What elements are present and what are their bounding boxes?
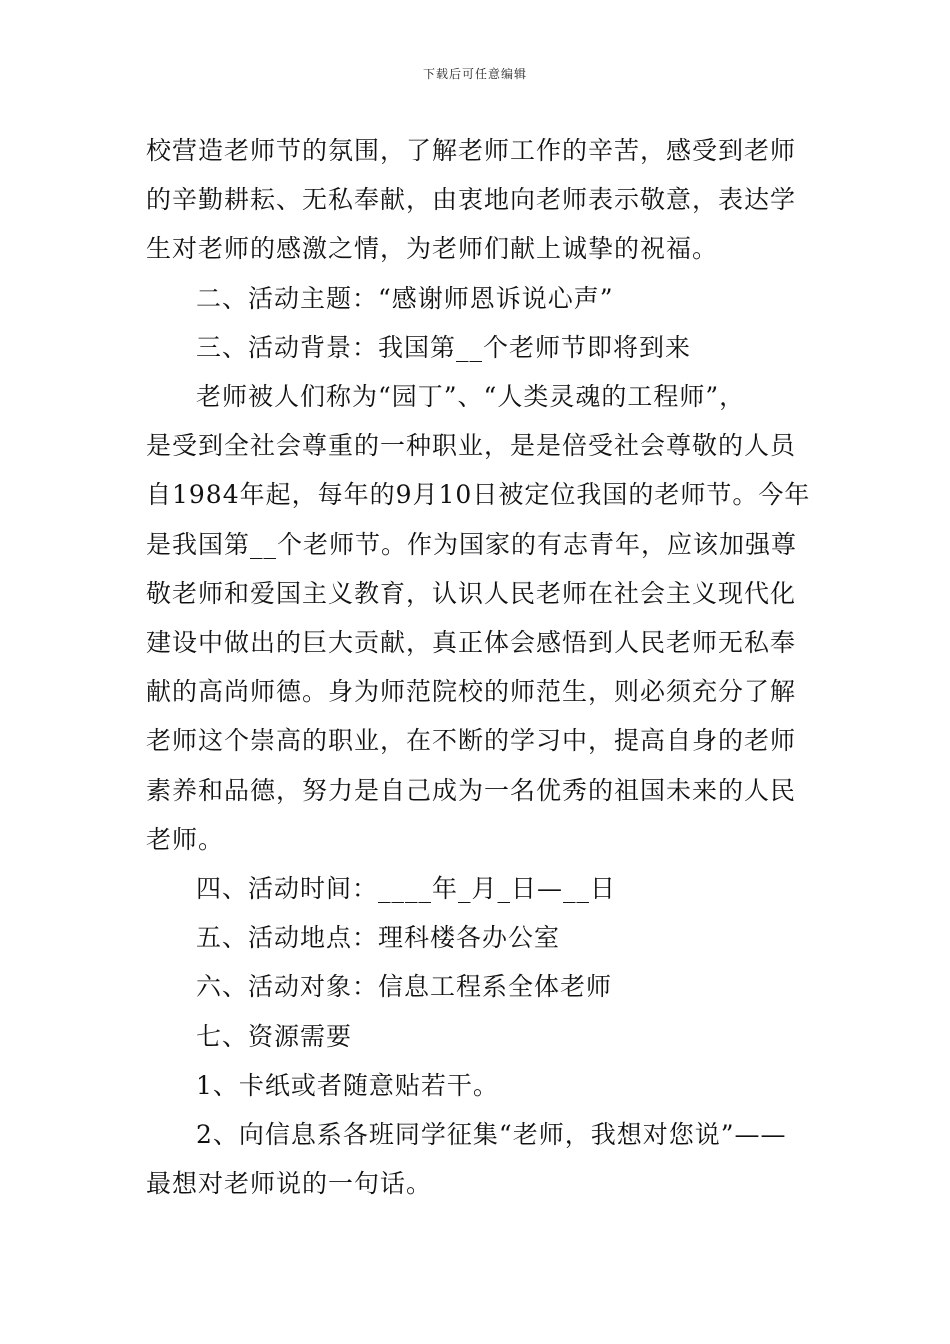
text-line: 是受到全社会尊重的一种职业，是是倍受社会尊敬的人员 (146, 431, 797, 461)
text-line: 七、资源需要 (196, 1021, 353, 1051)
text-line: 敬老师和爱国主义教育，认识人民老师在社会主义现代化 (146, 578, 797, 608)
text-line: 老师被人们称为“园丁”、“人类灵魂的工程师”， (196, 382, 746, 412)
text-line: 素养和品德，努力是自己成为一名优秀的祖国未来的人民 (146, 775, 797, 805)
page-header: 下载后可任意编辑 (422, 67, 527, 81)
text-line: 校营造老师节的氛围，了解老师工作的辛苦，感受到老师 (146, 136, 797, 165)
text-line: 献的高尚师德。身为师范院校的师范生，则必须充分了解 (146, 677, 797, 707)
text-line: 生对老师的感激之情，为老师们献上诚挚的祝福。 (146, 234, 719, 264)
text-line: 六、活动对象：信息工程系全体老师 (196, 972, 613, 1002)
text-line: 的辛勤耕耘、无私奉献，由衷地向老师表示敬意，表达学 (146, 185, 797, 215)
text-line: 1、卡纸或者随意贴若干。 (196, 1070, 499, 1100)
text-line: 五、活动地点：理科楼各办公室 (196, 923, 561, 953)
text-line: 四、活动时间：____年_月_日—__日 (196, 874, 617, 904)
document-body (146, 126, 810, 1208)
text-line: 自1984年起，每年的9月10日被定位我国的老师节。今年 (146, 480, 811, 510)
text-line: 二、活动主题：“感谢师恩诉说心声” (196, 283, 614, 313)
text-line: 老师。 (146, 824, 225, 854)
text-line: 老师这个崇高的职业，在不断的学习中，提高自身的老师 (146, 726, 797, 756)
text-line: 2、向信息系各班同学征集“老师，我想对您说”—— (196, 1120, 787, 1150)
text-line: 建设中做出的巨大贡献，真正体会感悟到人民老师无私奉 (146, 628, 797, 658)
text-line: 是我国第__个老师节。作为国家的有志青年，应该加强尊 (146, 529, 798, 559)
text-line: 三、活动背景：我国第__个老师节即将到来 (196, 332, 692, 362)
text-line: 最想对老师说的一句话。 (146, 1169, 433, 1199)
